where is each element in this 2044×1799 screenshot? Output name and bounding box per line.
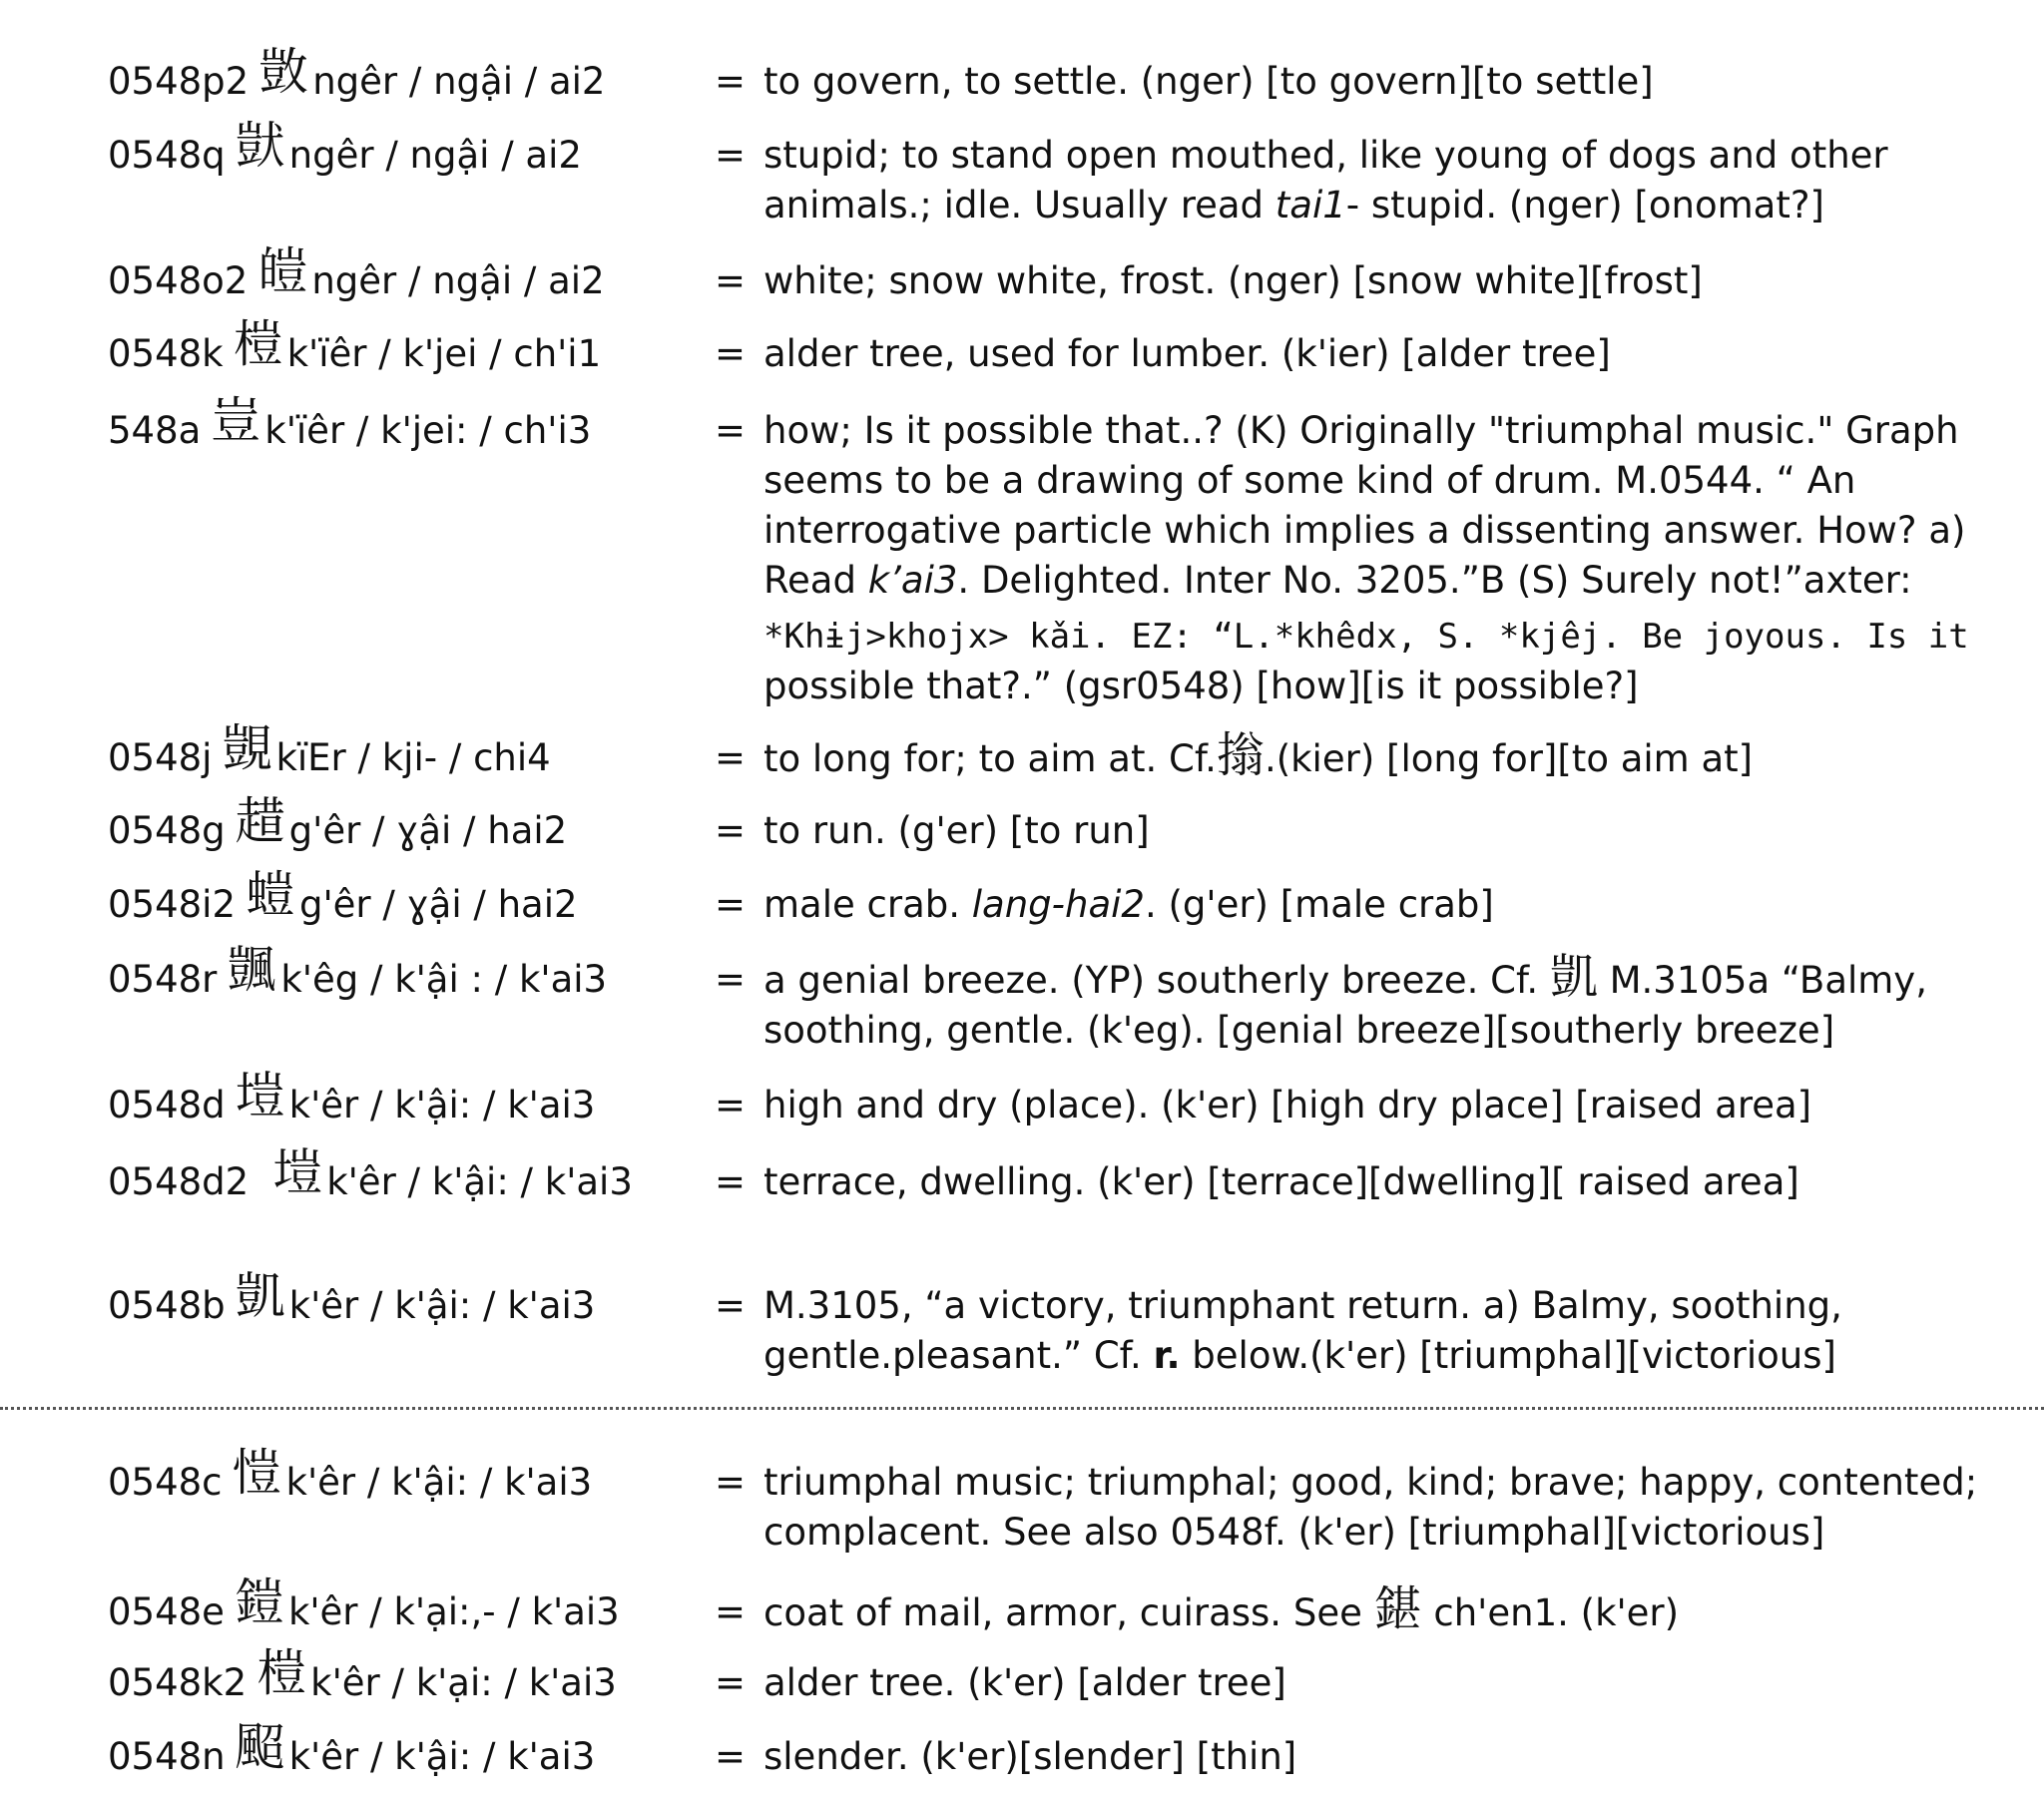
entry-head	[108, 117, 582, 181]
inline-character: 鍖	[1373, 1581, 1422, 1637]
entry-character: 螘	[245, 866, 295, 924]
entry-character: 豈	[211, 392, 261, 450]
definition-text: . Delighted. Inter No. 3205.”B (S) Surely not!”axter:	[957, 559, 1912, 602]
definition-text: a genial breeze. (YP) southerly breeze. Cf.	[764, 959, 1550, 1002]
equals-sign: =	[715, 1590, 747, 1633]
equals-sign: =	[715, 134, 747, 177]
definition-line: how; Is it possible that..? (K) Originally "triumphal music." Graph	[764, 409, 1959, 452]
entry-head	[108, 242, 605, 306]
entry-pronunciation: k'êr / k'ậi: / k'ai3	[288, 1284, 596, 1327]
entry-definition	[764, 1732, 2011, 1782]
entry-pronunciation: k'êr / k'ậi: / k'ai3	[285, 1461, 593, 1504]
definition-line	[764, 181, 2011, 230]
entry-pronunciation: k'êr / k'ại: / k'ai3	[310, 1661, 617, 1704]
entry-pronunciation: ngêr / ngậi / ai2	[311, 259, 605, 302]
definition-line	[764, 1581, 2011, 1638]
definition-line: high and dry (place). (k'er) [high dry place] [raised area]	[764, 1084, 1812, 1126]
entry-character: 皚	[257, 242, 308, 300]
entry-code: 0548o2	[108, 259, 249, 302]
entry-code: 0548i2	[108, 883, 236, 926]
entry-character: 愷	[232, 1444, 282, 1502]
definition-italic: k’ai3	[867, 559, 958, 602]
definition-text: Read	[764, 559, 868, 602]
entry-character: 覬	[222, 719, 272, 777]
equals-sign: =	[715, 409, 747, 452]
entry-head	[108, 1644, 617, 1708]
definition-line: interrogative particle which implies a dissenting answer. How? a)	[764, 509, 1966, 552]
entry-pronunciation: ngêr / ngậi / ai2	[288, 134, 582, 177]
definition-bold: r.	[1153, 1334, 1181, 1377]
entry-character: 凱	[235, 1267, 285, 1325]
entry-code: 548a	[108, 409, 202, 452]
definition-text: - stupid. (nger) [onomat?]	[1345, 184, 1824, 226]
entry-character: 塏	[272, 1143, 323, 1201]
definition-text: M.3105a “Balmy,	[1597, 959, 1927, 1002]
inline-character: 凱	[1549, 949, 1598, 1005]
entry-character: 榿	[256, 1644, 307, 1702]
equals-sign: =	[715, 1084, 747, 1126]
entry-pronunciation: g'êr / ɣậi / hai2	[288, 809, 568, 852]
entry-definition	[764, 406, 2011, 711]
equals-sign: =	[715, 1735, 747, 1778]
definition-line: possible that?.” (gsr0548) [how][is it possible?]	[764, 665, 1639, 707]
entry-character: 榿	[233, 315, 283, 373]
definition-line	[764, 727, 2011, 784]
entry-pronunciation: k'êr / k'ại:,- / k'ai3	[287, 1590, 620, 1633]
entry-head	[108, 866, 578, 930]
entry-definition	[764, 880, 2011, 930]
entry-head	[108, 1143, 633, 1207]
entry-head	[108, 43, 606, 107]
entry-head	[108, 1444, 593, 1508]
entry-pronunciation: k'êr / k'ậi: / k'ai3	[288, 1084, 596, 1126]
equals-sign: =	[715, 259, 747, 302]
definition-text: below.(k'er) [triumphal][victorious]	[1180, 1334, 1836, 1377]
entry-code: 0548p2	[108, 60, 250, 103]
entry-head	[108, 792, 568, 856]
definition-line	[764, 949, 2011, 1006]
entry-code: 0548d	[108, 1084, 226, 1126]
entry-head	[108, 392, 592, 456]
entry-definition	[764, 806, 2011, 856]
definition-line: M.3105, “a victory, triumphant return. a) Balmy, soothing,	[764, 1284, 1842, 1327]
entry-code: 0548r	[108, 958, 218, 1001]
definition-line: slender. (k'er)[slender] [thin]	[764, 1735, 1297, 1778]
definition-line: alder tree, used for lumber. (k'ier) [alder tree]	[764, 332, 1611, 375]
entry-definition	[764, 1458, 2011, 1558]
entry-head	[108, 1574, 620, 1637]
entry-character: 敳	[258, 43, 309, 101]
entry-head	[108, 941, 608, 1005]
entry-definition	[764, 1081, 2011, 1130]
definition-text: animals.; idle. Usually read	[764, 184, 1276, 226]
entry-definition	[764, 1157, 2011, 1207]
entry-character: 獃	[235, 117, 285, 175]
section-divider	[0, 1407, 2044, 1410]
entry-character: 塏	[235, 1067, 285, 1124]
entry-character: 鎧	[234, 1574, 284, 1631]
entry-definition	[764, 131, 2011, 230]
equals-sign: =	[715, 1160, 747, 1203]
entry-code: 0548n	[108, 1735, 226, 1778]
definition-line	[764, 880, 2011, 930]
entry-pronunciation: k'êr / k'ậi: / k'ai3	[288, 1735, 596, 1778]
entry-pronunciation: k'ïêr / k'jei / ch'i1	[286, 332, 602, 375]
entry-definition	[764, 1281, 2011, 1381]
definition-line: soothing, gentle. (k'eg). [genial breeze][southerly breeze]	[764, 1009, 1835, 1052]
entry-head	[108, 719, 551, 783]
equals-sign: =	[715, 883, 747, 926]
entry-pronunciation: ngêr / ngậi / ai2	[312, 60, 606, 103]
definition-text: ch'en1. (k'er)	[1421, 1591, 1680, 1634]
equals-sign: =	[715, 736, 747, 779]
entry-definition	[764, 1658, 2011, 1708]
inline-character: 㨣	[1216, 727, 1265, 783]
entry-pronunciation: k'ïêr / k'jei: / ch'i3	[264, 409, 592, 452]
equals-sign: =	[715, 1661, 747, 1704]
definition-text: . (g'er) [male crab]	[1144, 883, 1494, 926]
entry-code: 0548b	[108, 1284, 226, 1327]
entry-code: 0548e	[108, 1590, 225, 1633]
definition-italic: lang-hai2	[971, 883, 1145, 926]
entry-pronunciation: kïEr / kji- / chi4	[275, 736, 551, 779]
entry-pronunciation: k'êr / k'ậi: / k'ai3	[326, 1160, 633, 1203]
entry-code: 0548j	[108, 736, 213, 779]
entry-code: 0548d2	[108, 1160, 250, 1203]
entry-head	[108, 1067, 596, 1130]
definition-line: to run. (g'er) [to run]	[764, 809, 1150, 852]
equals-sign: =	[715, 1284, 747, 1327]
definition-line: complacent. See also 0548f. (k'er) [triumphal][victorious]	[764, 1511, 1825, 1554]
definition-line: stupid; to stand open mouthed, like young of dogs and other	[764, 134, 1888, 177]
definition-line	[764, 1331, 2011, 1381]
entry-definition	[764, 57, 2011, 107]
entry-head	[108, 315, 602, 379]
entry-code: 0548k	[108, 332, 224, 375]
definition-text: to long for; to aim at. Cf.	[764, 737, 1217, 780]
definition-line: alder tree. (k'er) [alder tree]	[764, 1661, 1286, 1704]
entry-definition	[764, 329, 2011, 379]
entry-head	[108, 1718, 596, 1782]
entry-definition	[764, 1581, 2011, 1638]
equals-sign: =	[715, 60, 747, 103]
entry-character: 颽	[227, 941, 277, 999]
definition-line: white; snow white, frost. (nger) [snow white][frost]	[764, 259, 1703, 302]
definition-text: gentle.pleasant.” Cf.	[764, 1334, 1154, 1377]
definition-text: .(kier) [long for][to aim at]	[1264, 737, 1754, 780]
entry-code: 0548c	[108, 1461, 223, 1504]
entry-definition	[764, 949, 2011, 1056]
entry-definition	[764, 727, 2011, 784]
definition-text: coat of mail, armor, cuirass. See	[764, 1591, 1374, 1634]
equals-sign: =	[715, 809, 747, 852]
definition-text: male crab.	[764, 883, 972, 926]
entry-code: 0548q	[108, 134, 226, 177]
equals-sign: =	[715, 958, 747, 1001]
entry-character: 趞	[235, 792, 285, 850]
entry-definition	[764, 256, 2011, 306]
entry-code: 0548g	[108, 809, 226, 852]
definition-line: terrace, dwelling. (k'er) [terrace][dwelling][ raised area]	[764, 1160, 1799, 1203]
entry-head	[108, 1267, 596, 1331]
definition-line: triumphal music; triumphal; good, kind; brave; happy, contented;	[764, 1461, 1978, 1504]
definition-line: to govern, to settle. (nger) [to govern][to settle]	[764, 60, 1654, 103]
equals-sign: =	[715, 1461, 747, 1504]
entry-character: 䫿	[235, 1718, 285, 1776]
entry-code: 0548k2	[108, 1661, 248, 1704]
definition-italic: tai1	[1275, 184, 1346, 226]
definition-line	[764, 556, 2011, 606]
entry-pronunciation: k'êg / k'ậi : / k'ai3	[280, 958, 608, 1001]
equals-sign: =	[715, 332, 747, 375]
definition-line: *Khɨj>khojx> kǎi. EZ: “L.*khêdx, S. *kjêj. Be joyous. Is it	[764, 617, 1969, 657]
definition-line: seems to be a drawing of some kind of drum. M.0544. “ An	[764, 459, 1856, 502]
entry-pronunciation: g'êr / ɣậi / hai2	[298, 883, 578, 926]
